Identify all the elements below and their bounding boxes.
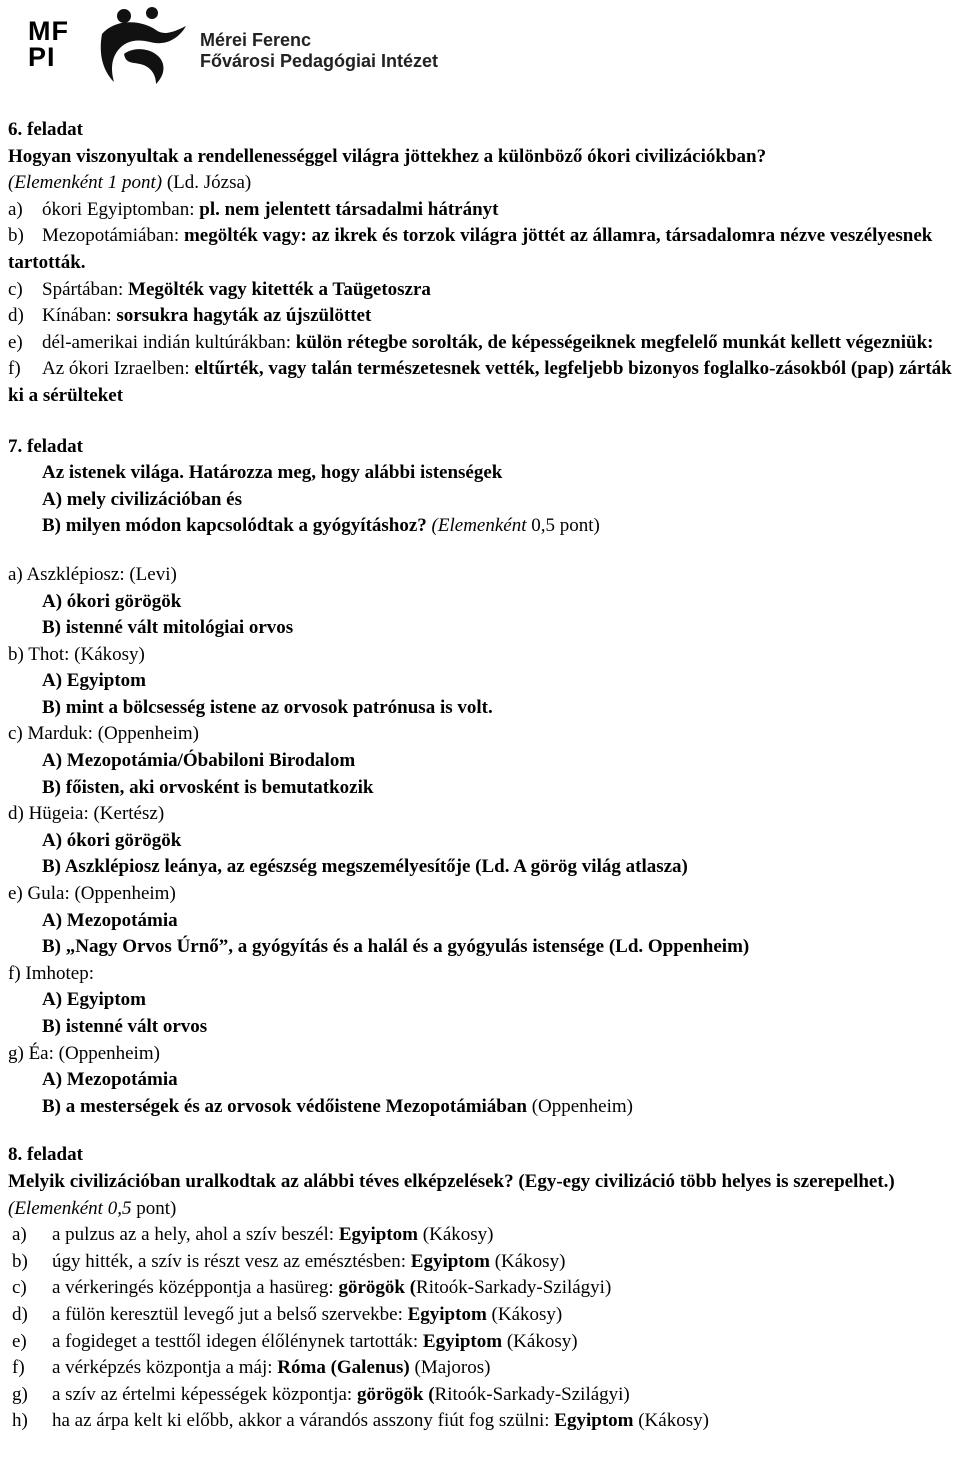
task7-item-answer-b: B) „Nagy Orvos Úrnő”, a gyógyítás és a halál és a gyógyulás istensége (Ld. Oppenheim) <box>42 936 750 958</box>
task7-item-answer-a: A) Egyiptom <box>42 670 146 692</box>
institute-name: Mérei Ferenc Fővárosi Pedagógiai Intézet <box>200 30 439 71</box>
task8-question: Melyik civilizációban uralkodtak az alábbi téves elképzelések? (Egy-egy civilizáció több helyes is szerepelhet.) (Elemenként 0,5 pont) <box>8 1170 895 1219</box>
task8-item: a) a pulzus az a hely, ahol a szív beszél: Egyiptom (Kákosy) <box>12 1224 494 1246</box>
institute-logo <box>28 4 448 84</box>
logo-monogram: MF PI <box>28 16 69 72</box>
task7-list <box>8 562 956 1120</box>
task7-item-answer-b: B) Aszklépiosz leánya, az egészség megszemélyesítője (Ld. A görög világ atlasza) <box>42 856 688 878</box>
task6-item-b: b) Mezopotámiában: megölték vagy: az ikrek és torzok világra jöttét az államra, társadalomra nézve veszélyesnek tartották. <box>8 225 933 273</box>
task6-points: (Elemenként 1 pont) (Ld. Józsa) <box>8 172 252 194</box>
task7-item-answer-b: B) istenné vált orvos <box>42 1016 208 1037</box>
task8-item: h) ha az árpa kelt ki előbb, akkor a várandós asszony fiút fog szülni: Egyiptom (Kákosy) <box>12 1410 709 1432</box>
task7-item-answer-b: B) mint a bölcsesség istene az orvosok patrónusa is volt. <box>42 696 493 718</box>
task7-item-answer-b: B) főisten, aki orvosként is bemutatkozik <box>42 776 374 798</box>
task6-question: Hogyan viszonyultak a rendellenességgel világra jöttekhez a különböző ókori civilizációkban? <box>8 145 767 167</box>
task6-title: 6. feladat <box>8 119 83 140</box>
task7-item-head: e) Gula: (Oppenheim) <box>8 883 176 905</box>
task6-item-c: c) Spártában: Megölték vagy kitették a Taügetoszra <box>8 278 431 300</box>
task8-item: b) úgy hitték, a szív is részt vesz az emésztésben: Egyiptom (Kákosy) <box>12 1250 566 1272</box>
task8-item: e) a fogideget a testtől idegen élőlénynek tartották: Egyiptom (Kákosy) <box>12 1330 578 1352</box>
task7-item-head: b) Thot: (Kákosy) <box>8 643 145 665</box>
task6-item-a: a) ókori Egyiptomban: pl. nem jelentett társadalmi hátrányt <box>8 198 499 220</box>
task7-item-head: d) Hügeia: (Kertész) <box>8 803 165 825</box>
task8-item: f) a vérképzés központja a máj: Róma (Galenus) (Majoros) <box>12 1357 491 1379</box>
task7-intro-2: A) mely civilizációban és <box>42 488 242 510</box>
task7-item-answer-a: A) Mezopotámia/Óbabiloni Birodalom <box>42 750 356 772</box>
task7-intro-1: Az istenek világa. Határozza meg, hogy alábbi istenségek <box>42 462 503 484</box>
logo-figure-icon <box>94 4 194 86</box>
task7-item-answer-b: B) a mesterségek és az orvosok védőistene Mezopotámiában (Oppenheim) <box>42 1095 634 1117</box>
task7-title: 7. feladat <box>8 435 83 457</box>
task8-item: c) a vérkeringés középpontja a hasüreg: görögök (Ritoók-Sarkady-Szilágyi) <box>12 1277 612 1299</box>
task7-item-head: c) Marduk: (Oppenheim) <box>8 723 199 745</box>
task7-item-head: a) Aszklépiosz: (Levi) <box>8 563 177 585</box>
task7-item-answer-b: B) istenné vált mitológiai orvos <box>42 617 294 639</box>
task7-item-answer-a: A) ókori görögök <box>42 590 182 612</box>
task7-item-answer-a: A) Egyiptom <box>42 989 146 1011</box>
document-body <box>8 117 956 1435</box>
task8-title: 8. feladat <box>8 1144 83 1166</box>
task7-intro-3: B) milyen módon kapcsolódtak a gyógyításhoz? (Elemenként 0,5 pont) <box>42 515 600 537</box>
task6-item-d: d) Kínában: sorsukra hagyták az újszülöttet <box>8 305 372 327</box>
task7-item-answer-a: A) Mezopotámia <box>42 1069 178 1091</box>
task7-item-answer-a: A) Mezopotámia <box>42 909 178 931</box>
task6-item-f: f) Az ókori Izraelben: eltűrték, vagy talán természetesnek vették, legfeljebb bizonyos foglalko-zásokból (pap) zárták ki a sérülteket <box>8 358 952 406</box>
task8-item: d) a fülön keresztül levegő jut a belső szervekbe: Egyiptom (Kákosy) <box>12 1303 563 1325</box>
task6-item-e: e) dél-amerikai indián kultúrákban: külön rétegbe sorolták, de képességeiknek megfelelő munkát kellett végezniük: <box>8 331 934 353</box>
task7-item-head: f) Imhotep: <box>8 962 95 984</box>
task7-item-answer-a: A) ókori görögök <box>42 829 182 851</box>
task7-item-head: g) Éa: (Oppenheim) <box>8 1042 160 1064</box>
task8-item: g) a szív az értelmi képességek központja: görögök (Ritoók-Sarkady-Szilágyi) <box>12 1383 630 1405</box>
task8-list <box>8 1222 956 1435</box>
